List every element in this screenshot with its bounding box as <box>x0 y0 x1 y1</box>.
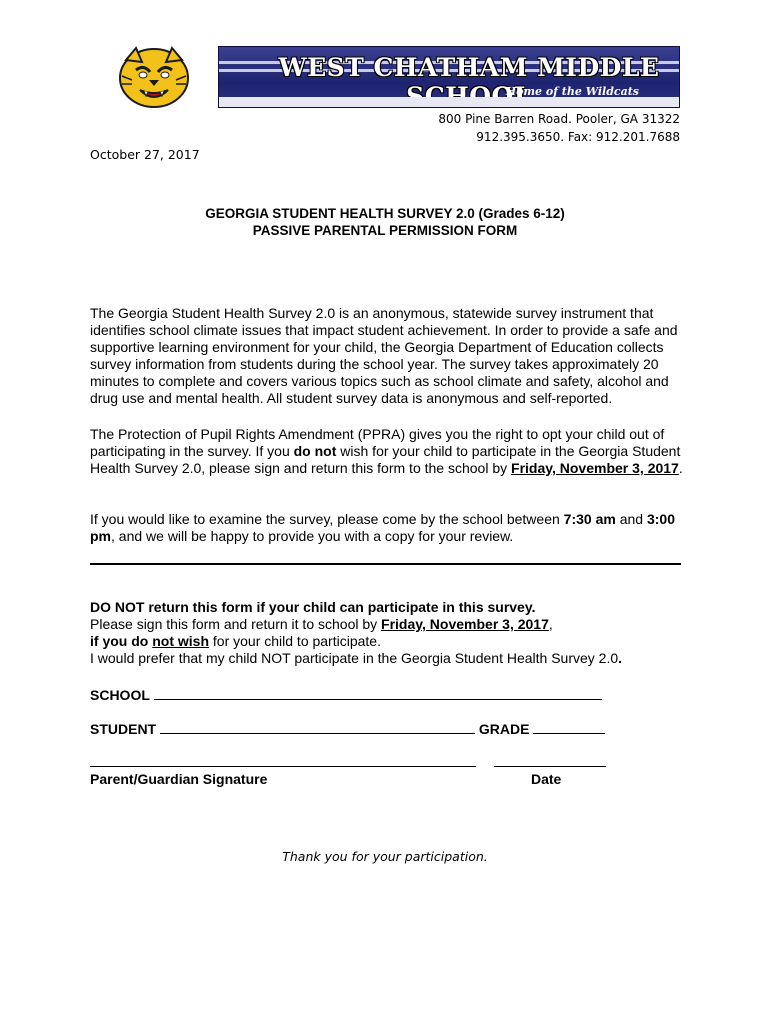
signature-input[interactable] <box>90 766 476 767</box>
school-tagline: Home of the Wildcats <box>505 85 639 98</box>
date-input[interactable] <box>494 766 606 767</box>
opt-out-notice: DO NOT return this form if your child can participate in this survey. Please sign this form and return it to school by Friday, November 3, 2017, if you do not wish for your child to participate. I would prefer that my child NOT participate in the Georgia Student Health Survey 2.0. <box>90 599 623 666</box>
student-label: STUDENT <box>90 721 157 737</box>
school-field <box>90 685 602 703</box>
grade-label: GRADE <box>478 721 530 737</box>
thank-you-note: Thank you for your participation. <box>282 849 488 864</box>
letter-date: October 27, 2017 <box>90 147 200 162</box>
form-title: GEORGIA STUDENT HEALTH SURVEY 2.0 (Grades 6-12) <box>205 206 565 221</box>
notice-heading: DO NOT return this form if your child can participate in this survey. <box>90 599 536 615</box>
deadline-date: Friday, November 3, 2017 <box>511 460 679 476</box>
school-phone-fax: 912.395.3650. Fax: 912.201.7688 <box>476 130 680 144</box>
wildcat-mascot-icon <box>118 46 190 108</box>
date-label: Date <box>531 771 562 787</box>
student-field <box>90 719 605 737</box>
form-subtitle: PASSIVE PARENTAL PERMISSION FORM <box>252 223 518 238</box>
school-address: 800 Pine Barren Road. Pooler, GA 31322 <box>438 112 680 126</box>
section-divider <box>90 563 681 565</box>
school-banner <box>218 46 680 108</box>
ppra-paragraph: The Protection of Pupil Rights Amendment (PPRA) gives you the right to opt your child out of participating in the survey. If you do not wish for your child to participate in the Georgia Student Health Survey 2.0, please sign and return this form to the school by Friday, November 3, 2017. <box>90 426 683 476</box>
intro-paragraph: The Georgia Student Health Survey 2.0 is an anonymous, statewide survey instrument that identifies school climate issues that impact student achievement. In order to provide a safe and supportive learning environment for your child, the Georgia Department of Education collects survey information from students during the school year. The survey takes approximately 20 minutes to complete and covers various topics such as school climate and safety, alcohol and drug use and mental health. All student survey data is anonymous and self-reported. <box>90 305 678 406</box>
signature-label: Parent/Guardian Signature <box>90 771 268 787</box>
student-input[interactable] <box>160 719 475 734</box>
school-input[interactable] <box>154 685 602 700</box>
school-label: SCHOOL <box>90 687 150 703</box>
review-paragraph: If you would like to examine the survey, please come by the school between 7:30 am and 3:00 pm, and we will be happy to provide you with a copy for your review. <box>90 511 675 544</box>
school-name: WEST CHATHAM MIDDLE <box>278 53 660 82</box>
grade-input[interactable] <box>533 719 605 734</box>
